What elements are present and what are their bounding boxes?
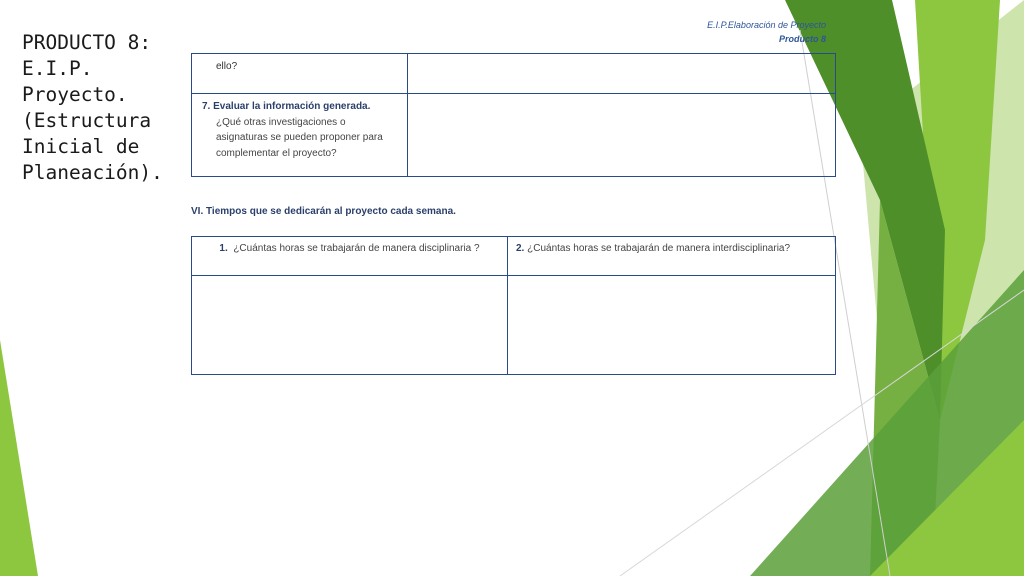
question-number: 1. [219, 243, 228, 254]
answer-cell-disciplinary[interactable] [192, 276, 508, 375]
answer-cell[interactable] [408, 94, 836, 177]
question-cell [192, 94, 408, 177]
weekly-hours-table [191, 236, 836, 375]
question-number: 2. [516, 243, 525, 254]
table-row [192, 94, 836, 177]
table-row [192, 276, 836, 375]
table-header-row [192, 237, 836, 276]
table-row [192, 54, 836, 94]
evaluation-table [191, 53, 836, 177]
slide-title: PRODUCTO 8: E.I.P. Proyecto. (Estructura Inicial de Planeación). [22, 31, 163, 184]
answer-text[interactable] [408, 54, 835, 59]
question-text: ello? [216, 61, 238, 72]
answer-text[interactable] [408, 94, 835, 99]
question-text: ¿Cuántas horas se trabajarán de manera interdisciplinaria? [527, 243, 791, 254]
question-text: ¿Cuántas horas se trabajarán de manera disciplinaria ? [233, 243, 480, 254]
section-title: VI. Tiempos que se dedicarán al proyecto cada semana. [191, 206, 456, 217]
column-header-disciplinary [192, 237, 508, 276]
answer-text[interactable] [192, 276, 507, 281]
question-cell [192, 54, 408, 94]
column-header-interdisciplinary [508, 237, 836, 276]
header-project-name: E.I.P.Elaboración de Proyecto [707, 20, 826, 30]
answer-cell[interactable] [408, 54, 836, 94]
header-product-label: Producto 8 [778, 34, 826, 44]
answer-text[interactable] [508, 276, 835, 281]
question-text: ¿Qué otras investigaciones o asignaturas se pueden proponer para complementar el proyecto? [216, 116, 383, 159]
answer-cell-interdisciplinary[interactable] [508, 276, 836, 375]
left-green-sliver [0, 340, 38, 576]
question-heading: 7. Evaluar la información generada. [202, 101, 371, 112]
